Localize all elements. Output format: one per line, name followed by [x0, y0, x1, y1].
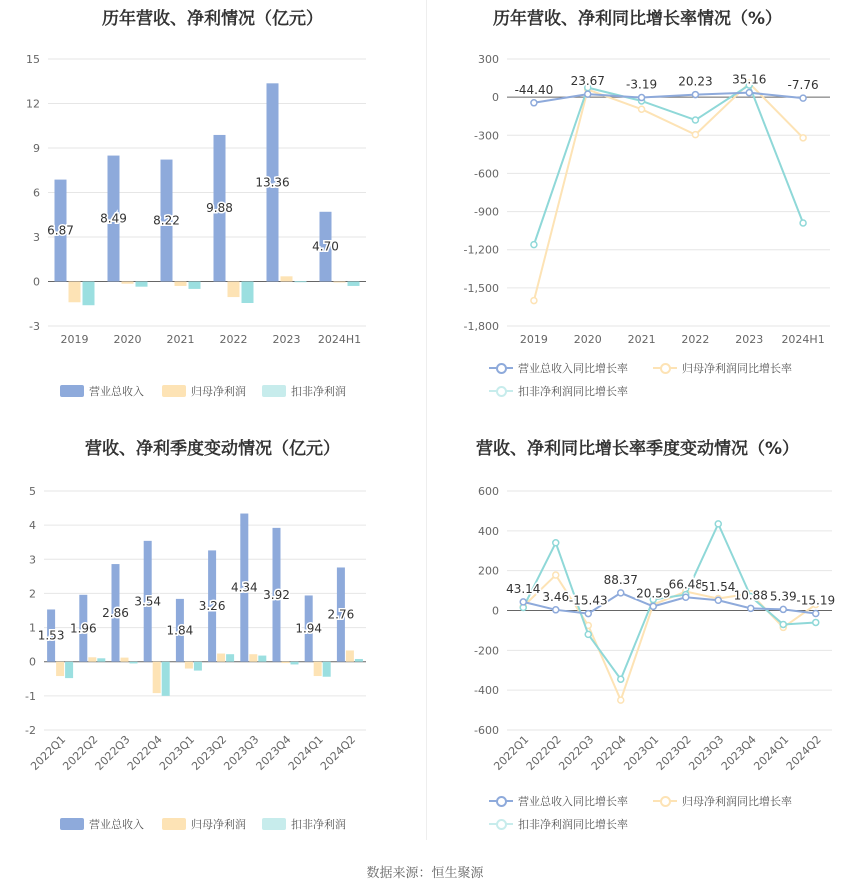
x-tick-label: 2022Q4: [588, 732, 629, 773]
revenue-growth-data-label: 10.88: [733, 588, 768, 603]
y-tick-label: 15: [26, 53, 40, 66]
x-tick-label: 2022Q2: [60, 732, 101, 773]
parent-growth-line: [534, 83, 803, 300]
annual-revenue-profit-panel: [0, 0, 425, 430]
revenue-data-label: 2.76: [327, 607, 355, 622]
x-tick-label: 2022Q3: [556, 732, 597, 773]
x-tick-label: 2020: [573, 333, 602, 346]
y-tick-label: 0: [33, 275, 40, 289]
deducted-growth-point: [585, 631, 591, 637]
revenue-data-label: 3.54: [134, 594, 162, 609]
parent-growth-point: [531, 298, 537, 304]
revenue-growth-data-label: 35.16: [732, 72, 767, 87]
revenue-growth-point: [715, 597, 721, 603]
annual-bar-chart: [0, 0, 425, 430]
x-tick-label: 2023Q3: [686, 732, 727, 773]
revenue-growth-data-label: -7.76: [787, 78, 819, 93]
revenue-growth-point: [639, 95, 645, 101]
chart-title: 历年营收、净利情况（亿元）: [102, 9, 323, 29]
revenue-growth-data-label: -15.19: [796, 593, 836, 608]
legend-item-parent-profit[interactable]: 归母净利润: [162, 383, 246, 399]
deducted-growth-point: [800, 220, 806, 226]
y-tick-label: 0: [492, 91, 499, 105]
x-tick-label: 2023Q4: [718, 732, 759, 773]
x-tick-label: 2022Q4: [124, 732, 165, 773]
y-tick-label: 1: [29, 621, 36, 635]
quarterly-bar-chart: [0, 430, 425, 860]
deducted-profit-bar: [355, 659, 363, 662]
revenue-growth-point: [531, 100, 537, 106]
legend-item-revenue[interactable]: 营业总收入: [60, 816, 144, 832]
revenue-data-label: 4.34: [230, 580, 258, 595]
x-tick-label: 2024Q1: [751, 732, 792, 773]
y-tick-label: 300: [478, 53, 499, 66]
legend-item-revenue[interactable]: 营业总收入: [60, 383, 144, 399]
revenue-data-label: 6.87: [47, 223, 74, 238]
x-tick-label: 2022Q1: [491, 732, 532, 773]
revenue-growth-data-label: -3.19: [626, 77, 658, 92]
x-tick-label: 2023Q2: [189, 732, 230, 773]
legend-item-parent-growth[interactable]: 归母净利润同比增长率: [653, 360, 792, 376]
revenue-data-label: 1.84: [166, 623, 194, 638]
revenue-data-label: 9.88: [206, 201, 233, 216]
parent-growth-point: [639, 106, 645, 112]
x-tick-label: 2023Q3: [221, 732, 262, 773]
x-tick-label: 2023: [735, 333, 764, 346]
y-tick-label: 3: [33, 231, 40, 244]
parent-profit-bar: [334, 282, 346, 283]
x-tick-label: 2024H1: [781, 333, 825, 346]
x-tick-label: 2024Q2: [317, 732, 359, 773]
deducted-profit-bar: [130, 662, 138, 664]
y-tick-label: -1,200: [463, 243, 499, 257]
deducted-profit-bar: [226, 654, 234, 662]
revenue-data-label: 8.49: [100, 211, 127, 226]
y-tick-label: 12: [26, 97, 40, 111]
deducted-growth-point: [531, 242, 537, 248]
parent-profit-bar: [346, 650, 354, 661]
x-tick-label: 2023Q2: [653, 732, 694, 773]
x-tick-label: 2022Q1: [28, 732, 69, 773]
revenue-data-label: 2.86: [102, 605, 129, 620]
y-tick-label: 9: [33, 142, 40, 155]
parent-profit-bar: [122, 282, 134, 284]
parent-profit-bar: [121, 658, 129, 662]
x-tick-label: 2023Q1: [156, 732, 198, 773]
revenue-growth-point: [650, 603, 656, 609]
parent-profit-bar: [69, 282, 81, 303]
deducted-profit-bar: [136, 282, 148, 287]
x-tick-label: 2022: [681, 333, 710, 346]
deducted-growth-point: [780, 621, 786, 627]
y-tick-label: 6: [33, 186, 40, 200]
x-tick-label: 2022Q3: [92, 732, 133, 773]
y-tick-label: 200: [478, 564, 499, 578]
parent-growth-point: [800, 135, 806, 141]
y-tick-label: 2: [29, 587, 36, 601]
x-tick-label: 2023Q4: [253, 732, 294, 773]
chart-title: 营收、净利季度变动情况（亿元）: [85, 439, 340, 459]
y-tick-label: -1: [25, 689, 36, 703]
legend-item-deducted-growth[interactable]: 扣非净利润同比增长率: [489, 383, 628, 399]
parent-profit-bar: [228, 282, 240, 298]
y-tick-label: -1,500: [463, 281, 499, 295]
deducted-profit-bar: [194, 662, 202, 671]
deducted-profit-bar: [295, 281, 307, 282]
parent-profit-bar: [281, 276, 293, 281]
revenue-growth-point: [780, 606, 786, 612]
y-tick-label: -900: [474, 205, 499, 219]
legend-item-revenue-growth[interactable]: 营业总收入同比增长率: [489, 793, 628, 809]
legend-item-parent-profit[interactable]: 归母净利润: [162, 816, 246, 832]
quarterly-growth-panel: [425, 430, 850, 860]
deducted-profit-bar: [162, 662, 170, 696]
revenue-data-label: 13.36: [255, 175, 290, 190]
x-tick-label: 2019: [519, 333, 548, 346]
y-tick-label: 3: [29, 553, 36, 567]
parent-profit-bar: [314, 662, 322, 676]
deducted-growth-point: [813, 619, 819, 625]
y-tick-label: -600: [474, 167, 499, 181]
revenue-growth-data-label: 88.37: [603, 572, 638, 587]
deducted-growth-line: [534, 85, 803, 245]
x-tick-label: 2022: [219, 333, 248, 346]
revenue-growth-point: [748, 605, 754, 611]
revenue-data-label: 3.26: [198, 599, 226, 614]
data-source: 数据来源：恒生聚源: [366, 866, 484, 881]
parent-profit-bar: [88, 657, 96, 661]
revenue-growth-point: [746, 90, 752, 96]
parent-profit-bar: [282, 662, 290, 663]
deducted-profit-bar: [97, 658, 105, 661]
annual-growth-panel: [425, 0, 850, 430]
panel-divider: [426, 0, 427, 840]
parent-profit-bar: [217, 654, 225, 662]
revenue-growth-data-label: 20.23: [678, 74, 713, 89]
x-tick-label: 2022Q2: [523, 732, 564, 773]
parent-growth-point: [618, 697, 624, 703]
parent-profit-bar: [185, 662, 193, 669]
revenue-data-label: 1.94: [295, 621, 323, 636]
revenue-growth-data-label: 43.14: [506, 581, 541, 596]
parent-profit-bar: [153, 662, 161, 693]
y-tick-label: -200: [474, 644, 499, 658]
revenue-growth-data-label: 20.59: [636, 586, 671, 601]
x-tick-label: 2024Q2: [783, 732, 824, 773]
revenue-growth-point: [692, 92, 698, 98]
y-tick-label: 4: [29, 519, 36, 533]
revenue-growth-point: [585, 611, 591, 617]
deducted-profit-bar: [65, 662, 73, 678]
legend-item-parent-growth[interactable]: 归母净利润同比增长率: [653, 793, 792, 809]
deducted-growth-point: [553, 540, 559, 546]
revenue-data-label: 3.92: [263, 587, 290, 602]
x-tick-label: 2021: [166, 333, 195, 346]
revenue-data-label: 4.70: [312, 239, 339, 254]
x-tick-label: 2021: [627, 333, 656, 346]
revenue-data-label: 1.96: [69, 621, 97, 636]
legend-item-deducted-profit[interactable]: 扣非净利润: [262, 383, 346, 399]
revenue-growth-data-label: -44.40: [514, 82, 554, 97]
revenue-data-label: 8.22: [153, 213, 180, 228]
deducted-profit-bar: [83, 282, 95, 306]
revenue-growth-point: [553, 607, 559, 613]
y-tick-label: -600: [474, 724, 499, 737]
chart-title: 营收、净利同比增长率季度变动情况（%）: [475, 439, 800, 459]
revenue-growth-point: [683, 594, 689, 600]
x-tick-label: 2020: [113, 333, 142, 346]
y-tick-label: 5: [29, 485, 36, 498]
deducted-growth-point: [692, 117, 698, 123]
legend-item-deducted-growth[interactable]: 扣非净利润同比增长率: [489, 816, 628, 832]
revenue-growth-point: [813, 611, 819, 617]
x-tick-label: 2023: [272, 333, 301, 346]
revenue-growth-point: [618, 590, 624, 596]
parent-profit-bar: [56, 662, 64, 676]
y-tick-label: -1,800: [463, 320, 499, 333]
y-tick-label: 0: [29, 655, 36, 669]
parent-growth-point: [692, 132, 698, 138]
deducted-profit-bar: [258, 656, 266, 662]
y-tick-label: -2: [25, 724, 36, 737]
y-tick-label: -3: [29, 320, 40, 333]
revenue-growth-data-label: 66.48: [668, 577, 703, 592]
y-tick-label: -400: [474, 684, 499, 698]
revenue-growth-point: [800, 95, 806, 101]
quarterly-revenue-profit-panel: [0, 430, 425, 860]
y-tick-label: 600: [478, 485, 499, 498]
revenue-growth-data-label: 23.67: [570, 74, 605, 89]
x-tick-label: 2024Q1: [285, 732, 326, 773]
deducted-profit-bar: [323, 662, 331, 677]
parent-profit-bar: [249, 654, 257, 662]
chart-title: 历年营收、净利同比增长率情况（%）: [492, 9, 783, 29]
revenue-growth-point: [520, 599, 526, 605]
revenue-growth-data-label: 3.46: [542, 589, 570, 604]
deducted-profit-bar: [348, 282, 360, 286]
x-tick-label: 2024H1: [317, 333, 362, 346]
x-tick-label: 2019: [60, 333, 89, 346]
legend-item-revenue-growth[interactable]: 营业总收入同比增长率: [489, 360, 628, 376]
deducted-growth-point: [618, 676, 624, 682]
y-tick-label: 400: [478, 524, 499, 538]
x-tick-label: 2023Q1: [621, 732, 662, 773]
deducted-profit-bar: [291, 662, 299, 665]
parent-profit-bar: [175, 282, 187, 286]
revenue-growth-data-label: 51.54: [701, 580, 736, 595]
revenue-data-label: 1.53: [37, 628, 65, 643]
revenue-growth-data-label: 5.39: [769, 589, 797, 604]
deducted-growth-point: [715, 521, 721, 527]
revenue-growth-data-label: -15.43: [568, 593, 608, 608]
y-tick-label: -300: [474, 129, 499, 143]
y-tick-label: 0: [492, 604, 499, 618]
revenue-growth-point: [585, 91, 591, 97]
deducted-profit-bar: [242, 282, 254, 304]
deducted-profit-bar: [189, 282, 201, 289]
parent-growth-point: [553, 572, 559, 578]
legend-item-deducted-profit[interactable]: 扣非净利润: [262, 816, 346, 832]
